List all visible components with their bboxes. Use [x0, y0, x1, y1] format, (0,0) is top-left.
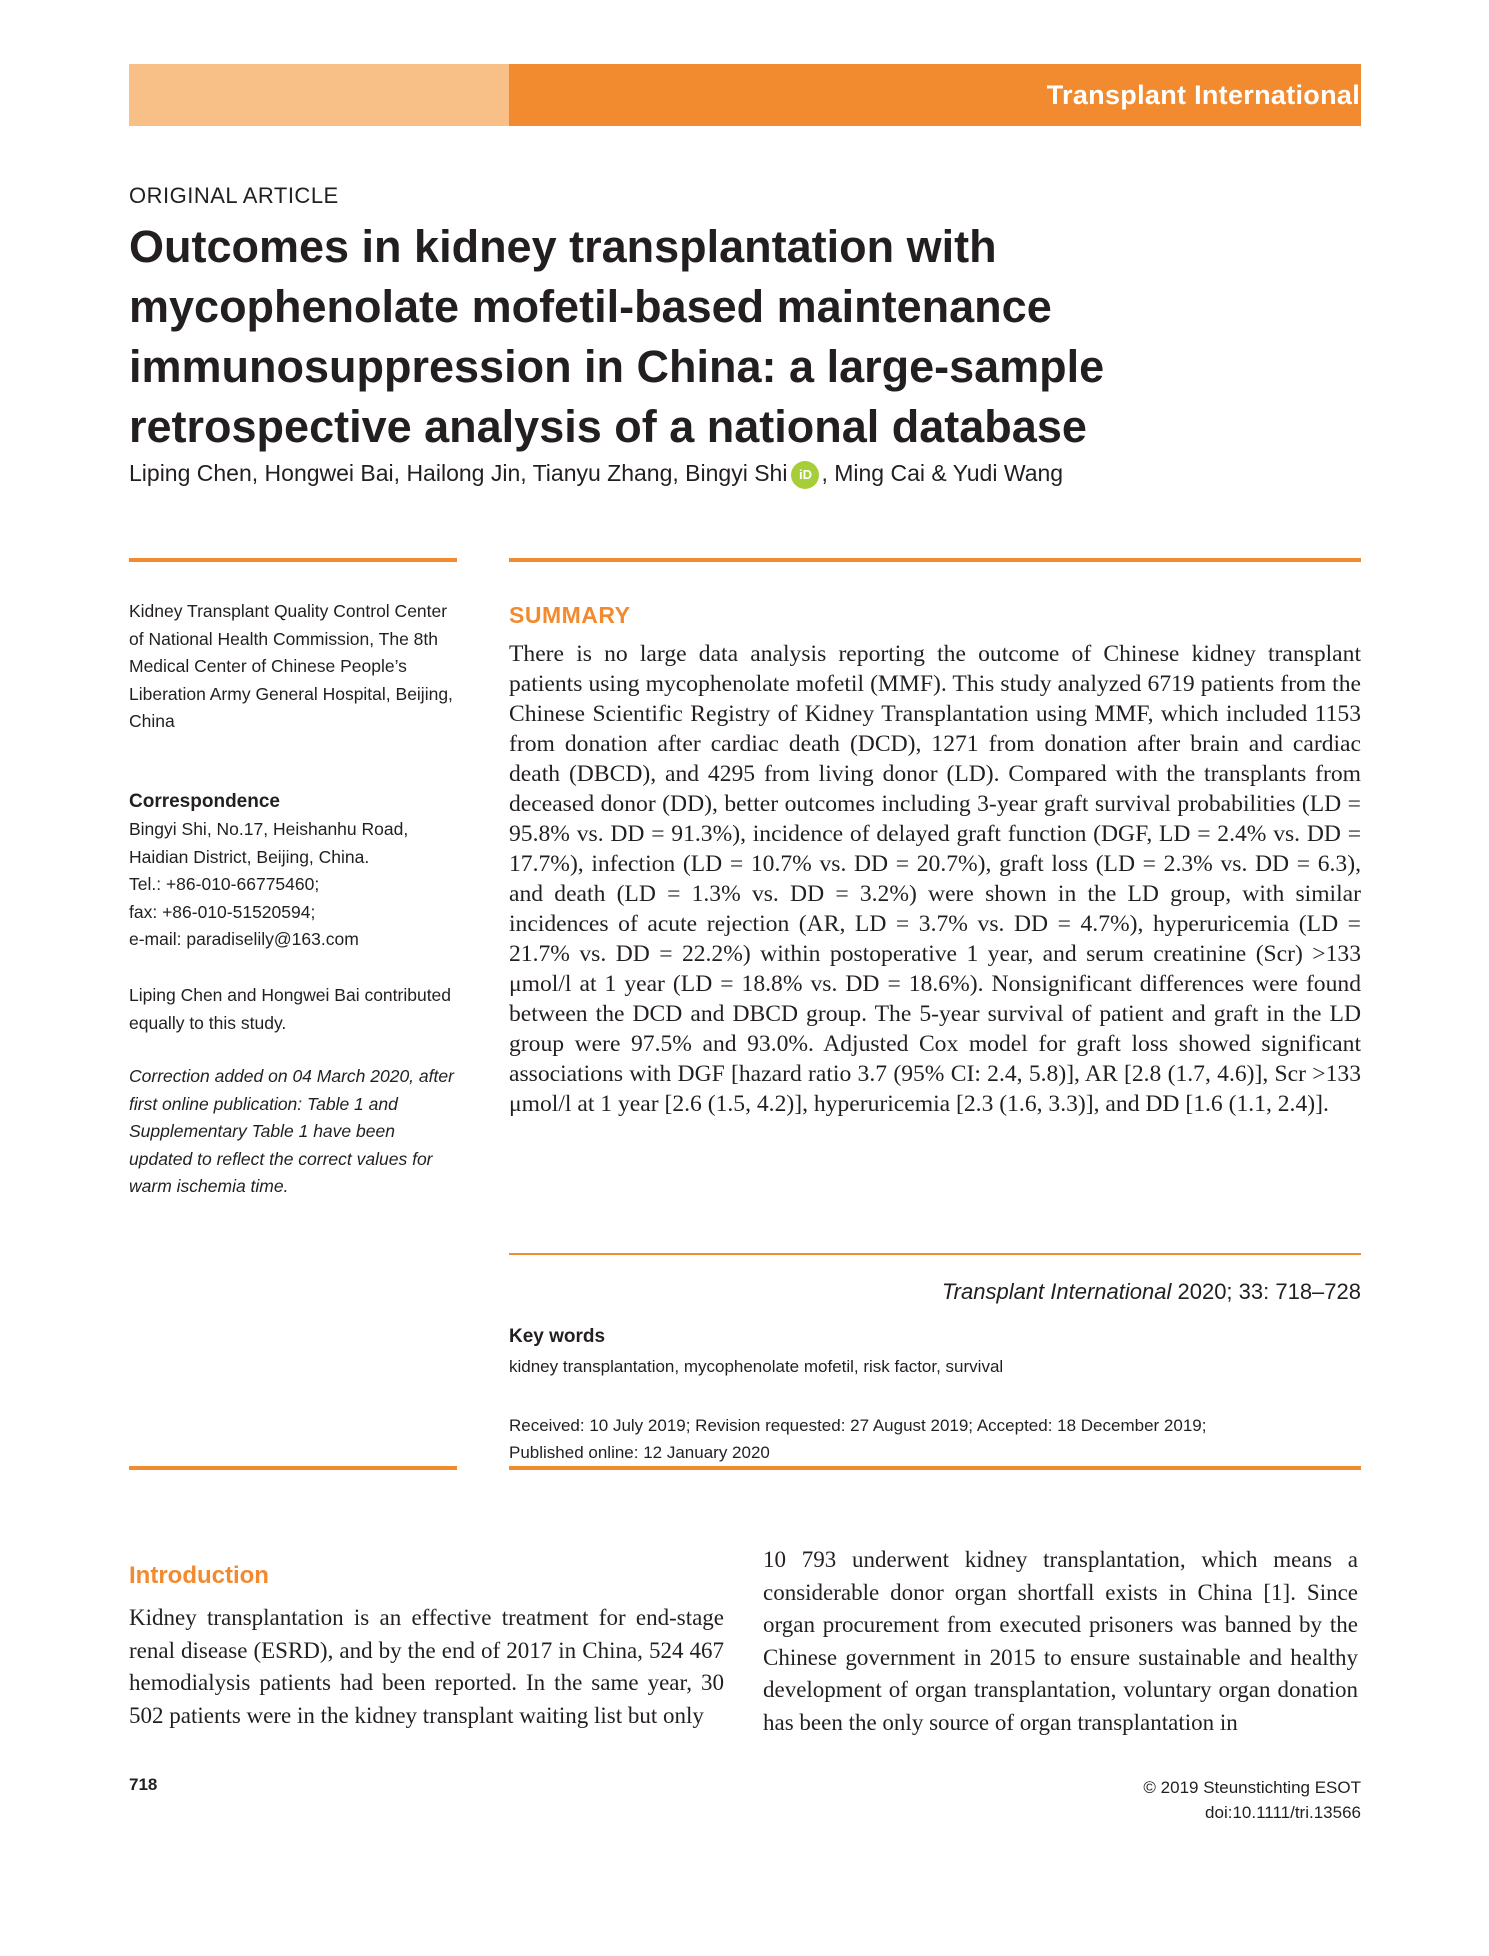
correspondence-block — [129, 788, 459, 954]
correction-note: Correction added on 04 March 2020, after first online publication: Table 1 and Supplementary Table 1 have been updated to reflect the correct values for warm ischemia time. — [129, 1066, 454, 1196]
correspondence-email[interactable]: e-mail: paradiselily@163.com — [129, 929, 359, 949]
summary-text: There is no large data analysis reporting the outcome of Chinese kidney transplant patients using mycophenolate mofetil (MMF). This study analyzed 6719 patients from the Chinese Scientific Registry of Kidney Transplantation using MMF, which included 1153 from donation after cardiac death (DCD), 1271 from donation after brain and cardiac death (DBCD), and 4295 from living donor (LD). Compared with the transplants from deceased donor (DD), better outcomes including 3-year graft survival probabilities (LD = 95.8% vs. DD = 91.3%), incidence of delayed graft function (DGF, LD = 2.4% vs. DD = 17.7%), infection (LD = 10.7% vs. DD = 20.7%), graft loss (LD = 2.3% vs. DD = 6.3), and death (LD = 1.3% vs. DD = 3.2%) were shown in the LD group, with similar incidences of acute rejection (AR, LD = 3.7% vs. DD = 4.7%), hyperuricemia (LD = 21.7% vs. DD = 22.2%) within postoperative 1 year, and serum creatinine (Scr) >133 μmol/l at 1 year (LD = 18.8% vs. DD = 18.6%). Nonsignificant differences were found between the DCD and DBCD group. The 5-year survival of patient and graft in the LD group were 97.5% and 93.0%. Adjusted Cox model for graft loss showed significant associations with DGF [hazard ratio 3.7 (95% CI: 2.4, 5.8)], AR [2.8 (1.7, 4.6)], Scr >133 μmol/l at 1 year [2.6 (1.5, 4.2)], hyperuricemia [2.3 (1.6, 3.3)], and DD [1.6 (1.1, 2.4)]. — [509, 641, 1361, 1117]
contribution-note: Liping Chen and Hongwei Bai contributed equally to this study. — [129, 985, 452, 1033]
introduction-heading: Introduction — [129, 1562, 269, 1589]
author-list — [129, 460, 1063, 489]
correspondence-line: Haidian District, Beijing, China. — [129, 846, 370, 867]
citation-journal: Transplant International — [941, 1279, 1172, 1304]
keywords-list: kidney transplantation, mycophenolate mofetil, risk factor, survival — [509, 1357, 1004, 1376]
dates-line: Received: 10 July 2019; Revision requested: 27 August 2019; Accepted: 18 December 2019; — [509, 1416, 1207, 1435]
orcid-icon[interactable]: iD — [791, 461, 819, 489]
introduction-column-right: 10 793 underwent kidney transplantation, which means a considerable donor organ shortfall exists in China [1]. Since organ procurement from executed prisoners was banned by the Chinese government in 2015 to ensure sustainable and healthy development of organ transplantation, voluntary organ donation has been the only source of organ transplantation in — [763, 1547, 1358, 1735]
correspondence-line: Bingyi Shi, No.17, Heishanhu Road, — [129, 819, 409, 839]
page-number: 718 — [129, 1775, 158, 1794]
footer-copyright — [1143, 1775, 1361, 1825]
article-type: ORIGINAL ARTICLE — [129, 183, 339, 208]
article-title: Outcomes in kidney transplantation with mycophenolate mofetil-based maintenance immunosuppression in China: a large-sample retrospective analysis of a national database — [129, 221, 1105, 452]
keywords-heading: Key words — [509, 1326, 606, 1347]
summary-heading: SUMMARY — [509, 602, 631, 628]
correspondence-line: Tel.: +86-010-66775460; — [129, 874, 320, 894]
correspondence-line: fax: +86-010-51520594; — [129, 901, 316, 922]
sidebar-bottom-rule — [129, 1466, 457, 1470]
correspondence-heading: Correspondence — [129, 791, 280, 812]
journal-name-banner: Transplant International — [1046, 80, 1360, 110]
doi-link[interactable]: doi:10.1111/tri.13566 — [1205, 1803, 1361, 1822]
dates-line: Published online: 12 January 2020 — [509, 1443, 770, 1462]
introduction-column-left: Kidney transplantation is an effective treatment for end-stage renal disease (ESRD), and by the end of 2017 in China, 524 467 hemodialysis patients had been reported. In the same year, 30 502 patients were in the kidney transplant waiting list but only — [129, 1605, 724, 1728]
banner-light-block — [129, 64, 509, 126]
authors-first: Liping Chen, Hongwei Bai, Hailong Jin, Tianyu Zhang, Bingyi Shi — [129, 460, 788, 486]
sidebar-top-rule — [129, 558, 457, 562]
dates-bottom-rule — [509, 1466, 1361, 1470]
summary-top-rule — [509, 558, 1361, 562]
authors-last: , Ming Cai & Yudi Wang — [821, 460, 1064, 486]
affiliation: Kidney Transplant Quality Control Center of National Health Commission, The 8th Medical Center of Chinese People’s Liberation Army General Hospital, Beijing, China — [129, 601, 453, 731]
copyright-line: © 2019 Steunstichting ESOT — [1143, 1778, 1361, 1797]
publication-dates — [509, 1412, 1361, 1466]
citation-details: 2020; 33: 718–728 — [1171, 1279, 1361, 1304]
citation — [942, 1279, 1361, 1305]
summary-bottom-rule — [509, 1253, 1361, 1255]
